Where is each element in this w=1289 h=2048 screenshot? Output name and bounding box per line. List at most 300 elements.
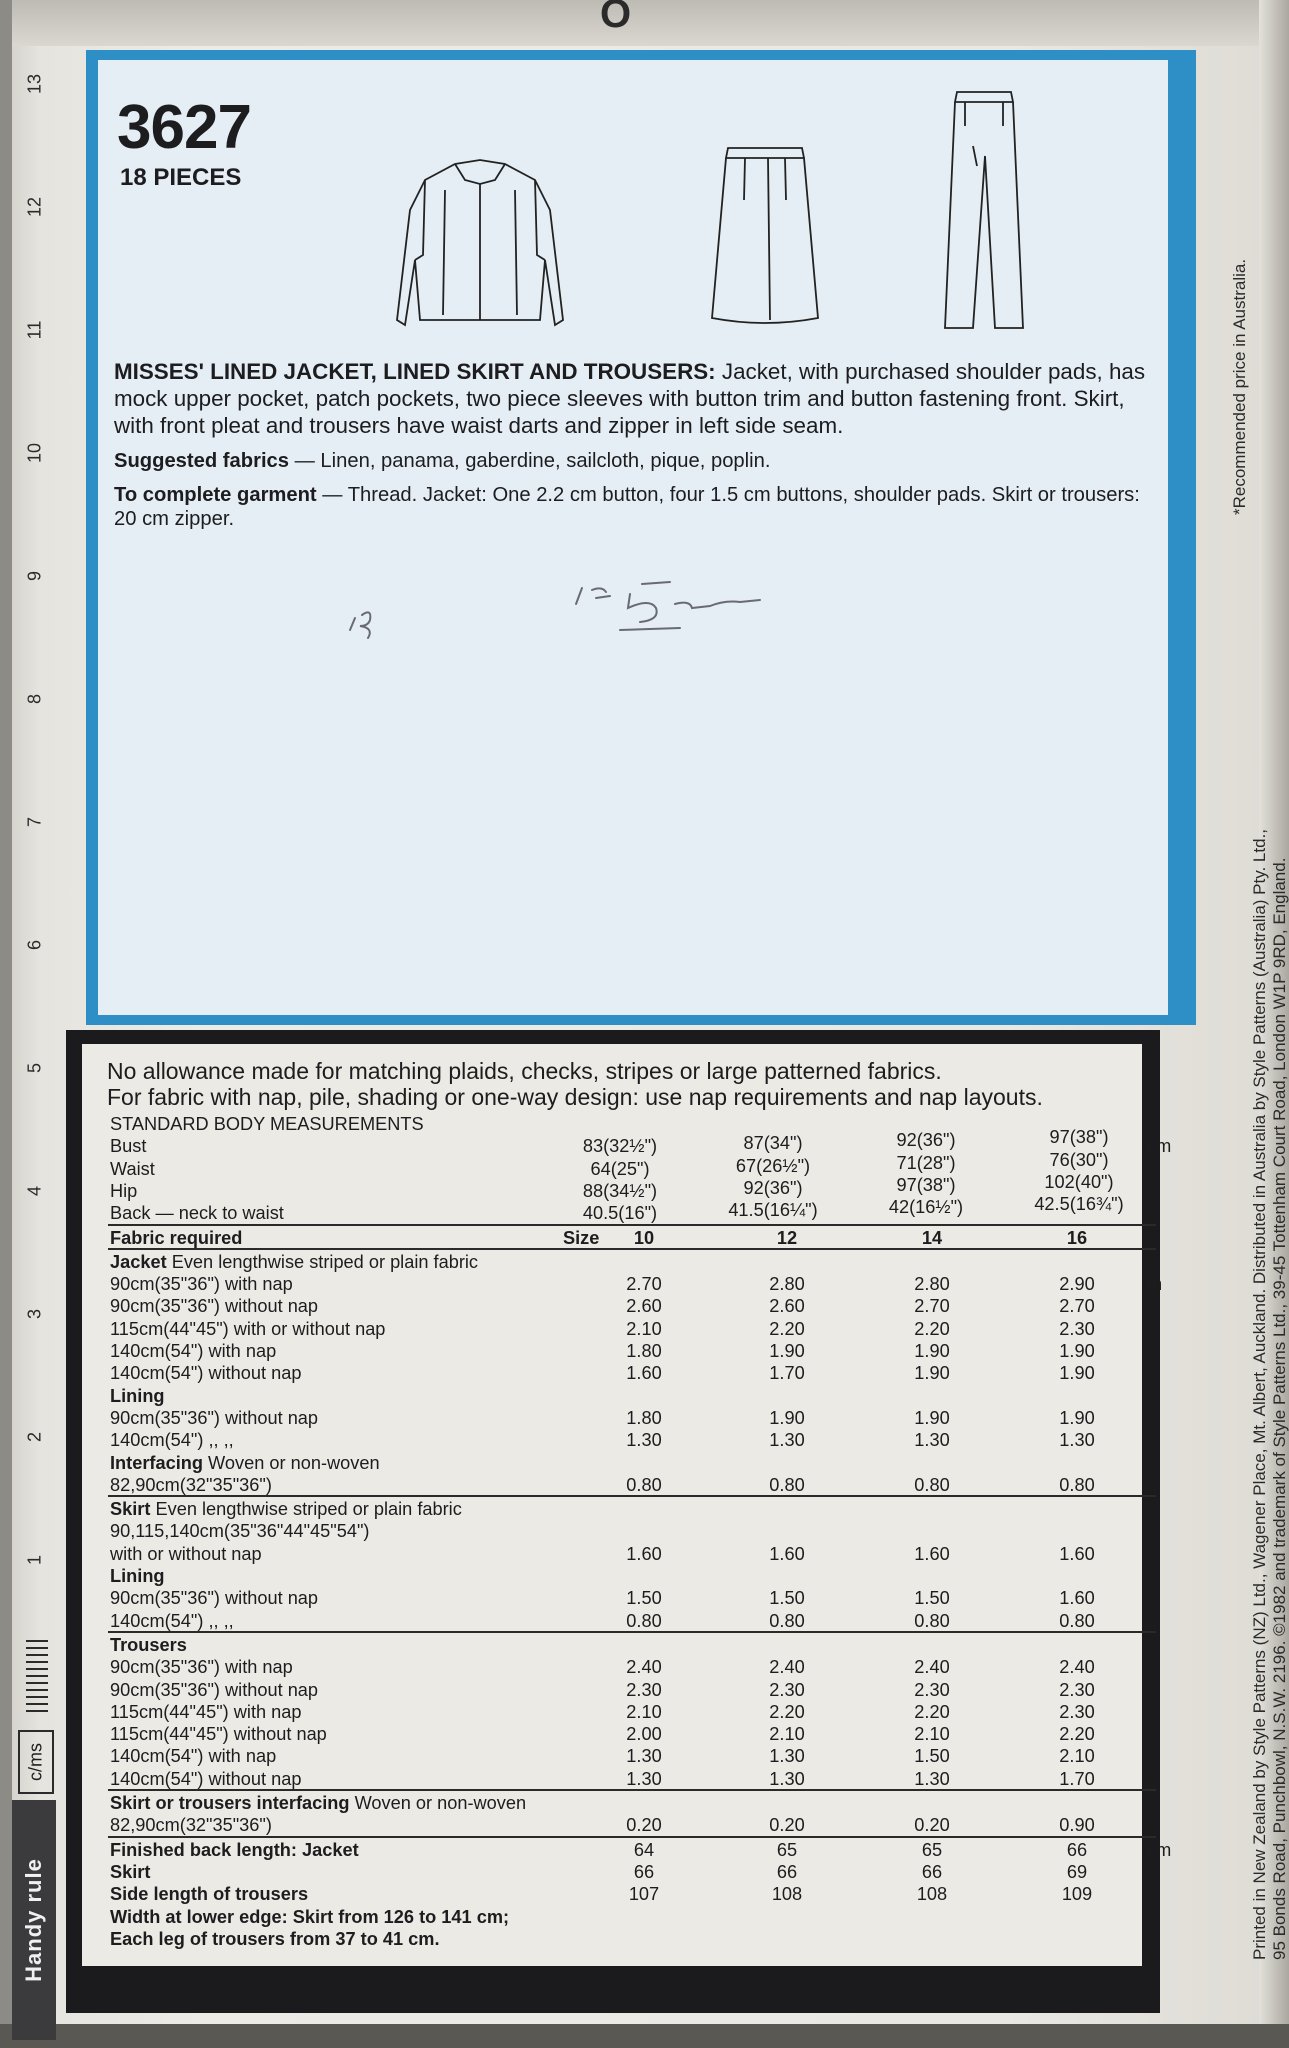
- fabric-row: [107, 1273, 1163, 1295]
- row-label: [110, 1723, 327, 1745]
- row-label: [110, 1839, 359, 1861]
- ruler-tick: [20, 816, 50, 828]
- row-label: [110, 1656, 293, 1678]
- cell-size-1: 0.20: [626, 1815, 662, 1836]
- row-unit: ,,: [1147, 1657, 1158, 1678]
- description-paragraph: [114, 358, 1164, 439]
- cell-size-1: 2.70: [626, 1274, 662, 1295]
- finished-label: Side length of trousers: [110, 1884, 309, 1905]
- ruler-tick: [20, 693, 50, 705]
- row-label-text: 140cm(54") with nap: [110, 1746, 277, 1767]
- cell-size-1: 64: [633, 1839, 655, 1860]
- ruler-tick: [20, 196, 50, 218]
- row-label: [110, 1295, 318, 1317]
- cell-size-1: 1.30: [626, 1768, 662, 1789]
- row-label: [110, 1745, 276, 1767]
- row-label-text: 140cm(54") with nap: [110, 1341, 277, 1361]
- cell-size-2: 2.10: [769, 1724, 805, 1745]
- measurements-title-row: [107, 1113, 1157, 1135]
- row-unit: ,,: [1147, 1318, 1158, 1339]
- finished-row: [107, 1906, 1157, 1928]
- cell-size-2: 0.20: [769, 1815, 805, 1836]
- row-unit: ,,: [1147, 1430, 1158, 1451]
- cell-size-4: 16: [1066, 1227, 1088, 1248]
- cell-size-3: 1.90: [914, 1363, 950, 1384]
- cell-size-2: 12: [776, 1227, 798, 1248]
- ruler-unit-box: [18, 1730, 54, 1794]
- table-divider: [108, 1789, 1156, 1791]
- row-label: [110, 1792, 526, 1814]
- ruler-label: Handy rule: [21, 1858, 46, 1982]
- row-unit: ,,: [1147, 1746, 1158, 1767]
- ruler-unit: c/ms: [25, 1743, 46, 1781]
- cell-size-4: 66: [1066, 1839, 1088, 1860]
- ruler-hatch: [26, 1640, 48, 1715]
- note-plaids: No allowance made for matching plaids, checks, stripes or large patterned fabrics.: [107, 1058, 942, 1084]
- cell-size-4: 102(40"): [1044, 1171, 1114, 1192]
- fabric-row: [107, 1768, 1157, 1790]
- finished-row: [107, 1861, 1157, 1883]
- row-label: [110, 1318, 385, 1340]
- ruler-tick-label: 8: [24, 693, 45, 705]
- suggested-fabrics: [114, 449, 1164, 473]
- cell-size-1: 2.10: [626, 1701, 662, 1722]
- cell-size-3: 1.50: [914, 1588, 950, 1609]
- fabric-required-label: Fabric required: [110, 1227, 243, 1248]
- cell-size-1: 83(32½"): [582, 1136, 658, 1157]
- ruler-tick-label: 2: [24, 1431, 45, 1443]
- row-unit: ,,: [1147, 1588, 1158, 1609]
- row-label: [110, 1340, 276, 1362]
- ruler-tick-label: 13: [24, 73, 45, 95]
- row-label: [110, 1273, 293, 1295]
- pattern-number: 3627: [117, 93, 251, 162]
- cell-size-1: 107: [628, 1884, 660, 1905]
- row-unit: cm: [1147, 1136, 1172, 1157]
- fabrics-text: — Linen, panama, gaberdine, sailcloth, pique, poplin.: [294, 450, 771, 472]
- size-header-row: [107, 1227, 1157, 1249]
- measurement-row: [107, 1194, 1158, 1224]
- fabric-row: [107, 1295, 1157, 1317]
- ruler-tick: [20, 73, 50, 95]
- cell-size-4: 1.90: [1059, 1407, 1095, 1428]
- table-divider: [108, 1631, 1156, 1633]
- handwritten-note: [330, 560, 850, 650]
- cell-size-3: 1.90: [914, 1341, 950, 1361]
- row-label: [110, 1610, 234, 1632]
- cell-size-3: 2.20: [914, 1701, 950, 1722]
- cell-size-2: 92(36"): [743, 1177, 803, 1198]
- cell-size-1: 1.60: [626, 1363, 662, 1384]
- notions: [114, 483, 1164, 531]
- table-divider: [108, 1495, 1156, 1497]
- fabric-row: [107, 1701, 1157, 1723]
- row-label: [110, 1407, 318, 1429]
- fabric-row: [107, 1340, 1157, 1362]
- row-label: [110, 1227, 242, 1249]
- table-divider: [108, 1836, 1156, 1838]
- ruler-tick-label: 1: [24, 1554, 45, 1566]
- ruler-tick-label: 11: [24, 320, 45, 340]
- cell-size-2: 0.80: [769, 1610, 805, 1631]
- cell-size-3: 0.20: [914, 1815, 950, 1836]
- cell-size-2: 1.60: [769, 1543, 805, 1564]
- row-label-text: 115cm(44"45") with nap: [110, 1701, 302, 1722]
- ruler-tick: [20, 1308, 50, 1320]
- row-unit: ,,: [1147, 1158, 1158, 1179]
- row-label: [110, 1520, 369, 1542]
- row-label: [110, 1679, 318, 1701]
- section-note: Woven or non-woven: [354, 1793, 527, 1813]
- row-label: [110, 1251, 478, 1273]
- cell-size-4: 1.60: [1059, 1588, 1095, 1609]
- section-heading: Skirt or trousers interfacing: [110, 1793, 350, 1813]
- trousers-sketch-icon: [935, 86, 1035, 336]
- row-unit: ,,: [1147, 1296, 1158, 1317]
- row-label: [110, 1701, 302, 1723]
- cell-size-1: 1.50: [626, 1588, 662, 1609]
- section-note: Even lengthwise striped or plain fabric: [171, 1251, 479, 1272]
- cell-size-3: 1.30: [914, 1768, 950, 1789]
- cell-size-3: 2.80: [914, 1274, 950, 1295]
- cell-size-1: 66: [633, 1861, 655, 1882]
- imprint-line: 95 Bonds Road, Punchbowl, N.S.W. 2196. ©1982 and trademark of Style Patterns Ltd., 39-45 Tottenham Court Road, London W1P 9RD, England.: [1270, 857, 1289, 1960]
- cell-size-3: 0.80: [914, 1610, 950, 1631]
- finished-row: [107, 1928, 1157, 1950]
- row-label-text: 90cm(35"36") without nap: [110, 1588, 319, 1609]
- row-unit: ,,: [1147, 1203, 1158, 1224]
- imprint-line: *Recommended price in Australia.: [1230, 258, 1249, 515]
- cell-size-2: 1.30: [769, 1430, 805, 1451]
- cell-size-4: 2.40: [1059, 1657, 1095, 1678]
- row-label-text: Waist: [110, 1158, 155, 1179]
- row-label-text: 90cm(35"36") without nap: [110, 1407, 319, 1428]
- left-edge: [0, 0, 12, 2048]
- row-label-text: 140cm(54") without nap: [110, 1363, 302, 1384]
- cell-size-1: 2.10: [626, 1318, 662, 1339]
- finished-label: Width at lower edge: Skirt from 126 to 141 cm;: [110, 1906, 510, 1927]
- cell-size-4: 1.60: [1059, 1543, 1095, 1564]
- cell-size-1: 40.5(16"): [582, 1203, 658, 1224]
- fabric-row: [107, 1723, 1157, 1745]
- cell-size-3: 2.70: [914, 1296, 950, 1317]
- cell-size-2: 41.5(16¼"): [728, 1200, 818, 1221]
- section-note: Woven or non-woven: [208, 1452, 380, 1473]
- finished-label: Skirt: [110, 1861, 151, 1882]
- table-divider: [108, 1224, 1156, 1226]
- cell-size-1: 0.80: [626, 1610, 662, 1631]
- cell-size-1: 1.80: [626, 1341, 662, 1361]
- section-heading: Interfacing: [110, 1452, 203, 1473]
- fabric-row: [107, 1429, 1157, 1451]
- cell-size-1: 64(25"): [590, 1158, 650, 1179]
- cell-size-3: 1.30: [914, 1430, 950, 1451]
- cell-size-3: 14: [921, 1227, 943, 1248]
- cell-size-1: 2.00: [626, 1724, 662, 1745]
- row-label: [110, 1634, 187, 1656]
- section-heading-row: [107, 1251, 1157, 1273]
- cell-size-2: 2.60: [769, 1296, 805, 1317]
- cell-size-3: 2.10: [914, 1724, 950, 1745]
- cell-size-3: 65: [921, 1839, 943, 1860]
- row-label-text: 90cm(35"36") without nap: [110, 1296, 319, 1317]
- ruler-tick-label: 12: [24, 196, 45, 218]
- row-label: [110, 1928, 440, 1950]
- cell-size-3: 42(16½"): [888, 1197, 964, 1218]
- row-label: [110, 1565, 165, 1587]
- row-label: [110, 1906, 509, 1928]
- ruler-tick-label: 4: [24, 1185, 45, 1197]
- cell-size-3: 0.80: [914, 1474, 950, 1495]
- cell-size-4: 0.80: [1059, 1610, 1095, 1631]
- fabric-row: [107, 1362, 1157, 1384]
- finished-label: Finished back length: Jacket: [110, 1839, 359, 1860]
- cell-size-2: 2.30: [769, 1679, 805, 1700]
- cell-size-4: 2.30: [1059, 1679, 1095, 1700]
- top-strip: [0, 0, 1289, 46]
- row-label: [110, 1498, 462, 1520]
- cell-size-1: 10: [633, 1227, 655, 1248]
- row-unit: ,,: [1147, 1768, 1158, 1789]
- fabric-row: [107, 1474, 1157, 1496]
- section-note: Even lengthwise striped or plain fabric: [155, 1499, 462, 1520]
- cell-size-1: 0.80: [626, 1474, 662, 1495]
- fabric-row: [107, 1610, 1157, 1632]
- ruler-tick: [20, 1431, 50, 1443]
- cell-size-2: 0.80: [769, 1474, 805, 1495]
- cell-size-1: 1.30: [626, 1746, 662, 1767]
- row-label: [110, 1429, 234, 1451]
- ruler-tick-label: 7: [24, 816, 45, 828]
- imprint-line: Printed in New Zealand by Style Patterns (NZ) Ltd., Wagener Place, Mt. Albert, Auckland. Distributed in Australia by Style Patterns (Australia) Pty. Ltd.,: [1250, 829, 1269, 1960]
- ruler-tick: [20, 1062, 50, 1074]
- cell-size-3: 1.50: [914, 1746, 950, 1767]
- row-label-text: 140cm(54") ,, ,,: [110, 1610, 234, 1631]
- cell-size-3: 97(38"): [896, 1174, 956, 1195]
- row-unit: m: [1147, 1274, 1163, 1295]
- row-unit: cm: [1147, 1839, 1172, 1860]
- handy-rule: [12, 73, 58, 2040]
- cell-size-4: 2.70: [1059, 1296, 1095, 1317]
- finished-row: [107, 1839, 1172, 1861]
- row-label-text: 82,90cm(32"35"36"): [110, 1474, 272, 1495]
- measurement-row: [107, 1171, 1158, 1202]
- row-label-text: 140cm(54") ,, ,,: [110, 1430, 234, 1451]
- table-divider: [108, 1248, 1156, 1250]
- cell-size-4: 2.90: [1059, 1274, 1095, 1295]
- notions-text: — Thread. Jacket: One 2.2 cm button, four 1.5 cm buttons, shoulder pads. Skirt or trousers: 20 cm zipper.: [114, 484, 1140, 530]
- row-unit: ,,: [1147, 1610, 1158, 1631]
- ruler-tick-label: 10: [24, 442, 45, 464]
- row-label-text: 140cm(54") without nap: [110, 1768, 302, 1789]
- row-unit: ,,: [1147, 1724, 1158, 1745]
- jacket-sketch-icon: [385, 150, 575, 340]
- fabric-row: [107, 1679, 1157, 1701]
- ruler-tick-label: 3: [24, 1308, 45, 1320]
- cell-size-2: 2.40: [769, 1657, 805, 1678]
- section-heading-row: [107, 1634, 1157, 1656]
- section-heading: Lining: [110, 1385, 165, 1406]
- row-unit: ,,: [1147, 1180, 1158, 1201]
- measurement-row: [107, 1149, 1158, 1180]
- description-body: Jacket, with purchased shoulder pads, has mock upper pocket, patch pockets, two piece sleeves with button trim and button fastening front. Skirt, with front pleat and trousers have waist darts and zipper in left side seam.: [114, 359, 1146, 438]
- row-label-text: Hip: [110, 1180, 138, 1201]
- row-unit: ,,: [1147, 1884, 1158, 1905]
- fabric-row: [107, 1318, 1157, 1340]
- cell-size-3: 2.40: [914, 1657, 950, 1678]
- cell-size-4: 2.10: [1059, 1746, 1095, 1767]
- section-heading: Skirt: [110, 1499, 151, 1520]
- ruler-tick: [20, 570, 50, 582]
- notions-label: To complete garment: [114, 484, 317, 506]
- fabric-row: [107, 1587, 1157, 1609]
- ruler-tick-label: 9: [24, 570, 45, 582]
- cell-size-1: 1.30: [626, 1430, 662, 1451]
- cell-size-2: 2.20: [769, 1701, 805, 1722]
- cell-size-3: 92(36"): [896, 1130, 956, 1151]
- cell-size-2: 65: [776, 1839, 798, 1860]
- row-label-text: with or without nap: [110, 1543, 262, 1564]
- measurements-title: STANDARD BODY MEASUREMENTS: [110, 1114, 424, 1134]
- section-heading-row: [107, 1385, 1157, 1407]
- cell-size-2: 1.50: [769, 1588, 805, 1609]
- cell-size-1: 2.30: [626, 1679, 662, 1700]
- cell-size-2: 67(26½"): [735, 1155, 811, 1176]
- row-label-text: 90cm(35"36") without nap: [110, 1679, 319, 1700]
- row-unit: ,,: [1147, 1341, 1158, 1361]
- section-heading: Lining: [110, 1566, 165, 1586]
- fabrics-label: Suggested fabrics: [114, 450, 290, 472]
- cell-size-2: 108: [771, 1884, 803, 1905]
- cell-size-4: 0.90: [1059, 1815, 1095, 1836]
- row-label-text: 115cm(44"45") without nap: [110, 1724, 327, 1745]
- row-unit: ,,: [1147, 1679, 1158, 1700]
- cell-size-2: 1.30: [769, 1746, 805, 1767]
- row-label: [110, 1768, 301, 1790]
- row-label-text: 90cm(35"36") with nap: [110, 1657, 293, 1678]
- cell-size-3: 2.30: [914, 1679, 950, 1700]
- fabric-row: [107, 1745, 1157, 1767]
- cell-size-4: 0.80: [1059, 1474, 1095, 1495]
- row-unit: ,,: [1147, 1363, 1158, 1384]
- row-label-text: 90,115,140cm(35"36"44"45"54"): [110, 1521, 370, 1542]
- section-heading: Trousers: [110, 1634, 187, 1655]
- ruler-label-box: [12, 1800, 56, 2040]
- row-label: [110, 1543, 262, 1565]
- finished-label: Each leg of trousers from 37 to 41 cm.: [110, 1928, 440, 1949]
- cell-size-4: 2.30: [1059, 1318, 1095, 1339]
- ruler-tick: [20, 442, 50, 464]
- cell-size-1: 2.40: [626, 1657, 662, 1678]
- row-label-text: 90cm(35"36") with nap: [110, 1274, 293, 1295]
- measurement-row: [107, 1127, 1172, 1157]
- row-label: [110, 1113, 424, 1135]
- cell-size-4: 1.90: [1059, 1341, 1095, 1361]
- row-unit: ,,: [1147, 1543, 1158, 1564]
- ruler-tick: [20, 320, 50, 340]
- cell-size-2: 66: [776, 1861, 798, 1882]
- cell-size-3: 66: [921, 1861, 943, 1882]
- ruler-tick-label: 5: [24, 1062, 45, 1074]
- section-heading-row: [107, 1452, 1157, 1474]
- row-unit: ,,: [1147, 1474, 1158, 1495]
- skirt-sketch-icon: [700, 140, 830, 330]
- row-unit: ,,: [1147, 1407, 1158, 1428]
- row-label: [110, 1814, 272, 1836]
- cell-size-4: 42.5(16¾"): [1034, 1194, 1124, 1215]
- fabric-row: [107, 1656, 1157, 1678]
- row-label: [110, 1587, 318, 1609]
- cell-size-4: 1.90: [1059, 1363, 1095, 1384]
- cell-size-2: 1.90: [769, 1341, 805, 1361]
- cell-size-2: 87(34"): [743, 1133, 803, 1154]
- ruler-tick: [20, 1185, 50, 1197]
- cell-size-3: 1.60: [914, 1543, 950, 1564]
- cell-size-4: 109: [1061, 1884, 1093, 1905]
- cell-size-4: 69: [1066, 1861, 1088, 1882]
- description-text: [114, 358, 1164, 531]
- cell-size-1: 1.60: [626, 1543, 662, 1564]
- cell-size-4: 76(30"): [1049, 1149, 1109, 1170]
- row-label: [110, 1861, 150, 1883]
- cell-size-4: 1.70: [1059, 1768, 1095, 1789]
- ruler-tick: [20, 1554, 50, 1566]
- bottom-edge: [0, 2024, 1289, 2048]
- cell-size-1: 1.80: [626, 1407, 662, 1428]
- cell-size-1: 88(34½"): [582, 1180, 658, 1201]
- row-label: [110, 1202, 284, 1224]
- fabric-row: [107, 1814, 1157, 1836]
- row-label: [110, 1452, 380, 1474]
- cell-size-3: 1.90: [914, 1407, 950, 1428]
- section-heading: Jacket: [110, 1251, 167, 1272]
- size-label: Size: [563, 1227, 600, 1248]
- cell-size-4: 97(38"): [1049, 1127, 1109, 1148]
- fabric-row: [107, 1543, 1157, 1565]
- row-label-text: 82,90cm(32"35"36"): [110, 1815, 272, 1836]
- row-unit: ,,: [1147, 1861, 1158, 1882]
- finished-row: [107, 1883, 1157, 1905]
- section-heading-row: [107, 1565, 1157, 1587]
- top-fragment: O: [600, 0, 638, 36]
- row-label-text: 115cm(44"45") with or without nap: [110, 1318, 386, 1339]
- row-label: [110, 1474, 272, 1496]
- row-label: [110, 1180, 137, 1202]
- fabric-row: [107, 1520, 1157, 1542]
- ruler-tick: [20, 939, 50, 951]
- cell-size-3: 108: [916, 1884, 948, 1905]
- description-heading: MISSES' LINED JACKET, LINED SKIRT AND TROUSERS:: [114, 359, 716, 384]
- row-unit: ,,: [1147, 1815, 1158, 1836]
- cell-size-1: 2.60: [626, 1296, 662, 1317]
- row-unit: ,,: [1147, 1701, 1158, 1722]
- cell-size-2: 1.30: [769, 1768, 805, 1789]
- row-label: [110, 1158, 155, 1180]
- cell-size-4: 2.30: [1059, 1701, 1095, 1722]
- cell-size-2: 2.80: [769, 1274, 805, 1295]
- cell-size-2: 2.20: [769, 1318, 805, 1339]
- fabric-row: [107, 1407, 1157, 1429]
- ruler-tick-label: 6: [24, 939, 45, 951]
- cell-size-4: 2.20: [1059, 1724, 1095, 1745]
- cell-size-3: 2.20: [914, 1318, 950, 1339]
- section-heading-row: [107, 1498, 1157, 1520]
- row-label: [110, 1135, 146, 1157]
- cell-size-4: 1.30: [1059, 1430, 1095, 1451]
- row-label: [110, 1883, 308, 1905]
- piece-count: 18 PIECES: [120, 164, 242, 191]
- cell-size-2: 1.90: [769, 1407, 805, 1428]
